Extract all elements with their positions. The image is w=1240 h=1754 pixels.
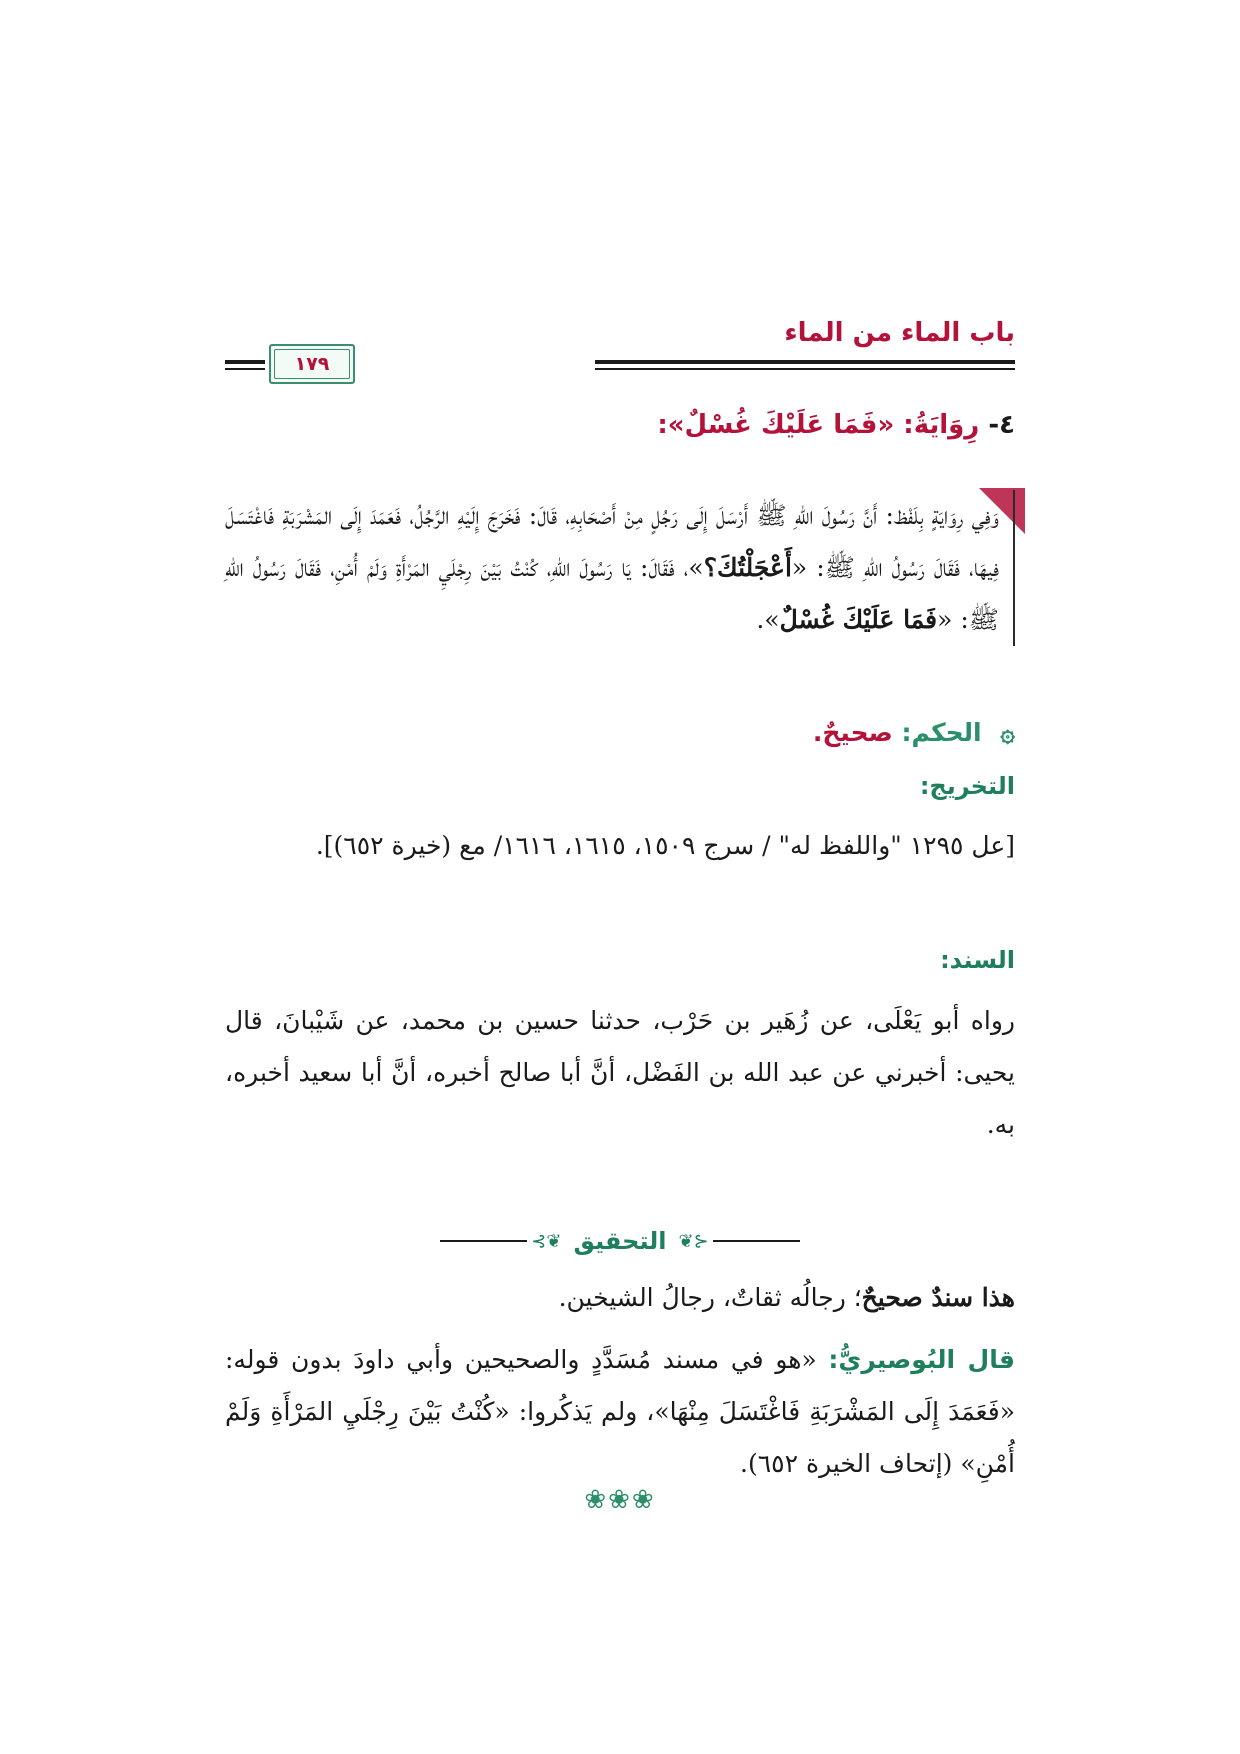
section-number: ٤- — [988, 410, 1015, 440]
busiri-label: قال البُوصيريُّ: — [828, 1345, 1015, 1374]
ruling-line — [813, 718, 1015, 747]
sanad-heading: السند: — [940, 946, 1015, 974]
divider-line-right — [713, 1240, 800, 1242]
header-rule-thin — [595, 368, 1015, 370]
section-label: رِوَايَةُ: «فَمَا عَلَيْكَ غُسْلٌ»: — [657, 410, 980, 440]
divider-line-left — [440, 1240, 527, 1242]
page-number-badge — [269, 344, 355, 384]
divider-ornament-left-icon: ❦⊱ — [531, 1230, 562, 1252]
tahqiq-para2-rest: «هو في مسند مُسَدَّدٍ والصحيحين وأبي داودَ بدون قوله: «فَعَمَدَ إِلَى المَشْرَبَةِ فَاغْتَسَلَ مِنْهَا»، ولم يَذكُروا: «كُنْتُ بَيْنَ رِجْلَيِ المَرْأَةِ وَلَمْ أُمْنِ» (إتحاف الخيرة ٦٥٢). — [225, 1345, 1015, 1478]
rosette-icon: ۞ — [1000, 718, 1015, 747]
page-header — [225, 318, 1015, 388]
tahqiq-paragraph-1 — [225, 1272, 1015, 1324]
header-rule-left-thin — [225, 368, 265, 370]
end-flower-ornament-icon: ❀❀❀ — [584, 1485, 656, 1515]
hadith-part-2: »، فَقَالَ: يَا رَسُولَ اللهِ، كُنْتُ بَيْنَ رِجْلَيِ المَرْأَةِ وَلَمْ أُمْنِ، فَقَالَ رَسُولُ اللهِ ﷺ: « — [225, 553, 999, 634]
takhrij-heading: التخريج: — [919, 772, 1015, 800]
tahqiq-para1-rest: ؛ رجالُه ثقاتٌ، رجالُ الشيخين. — [558, 1283, 862, 1312]
page-number: ١٧٩ — [294, 353, 330, 375]
hadith-text — [225, 490, 999, 646]
tahqiq-heading: التحقيق — [573, 1227, 667, 1255]
chapter-title: باب الماء من الماء — [784, 318, 1015, 348]
header-rule-thick — [595, 360, 1015, 364]
hadith-part-3: ». — [756, 605, 780, 634]
ruling-label: الحكم: — [901, 718, 982, 747]
hadith-block — [225, 490, 1015, 646]
hadith-bold-2: فَمَا عَلَيْكَ غُسْلٌ — [779, 605, 938, 634]
sanad-text: رواه أبو يَعْلَى، عن زُهَير بن حَرْب، حدثنا حسين بن محمد، عن شَيْبانَ، قال يحيى: أخبرني عن عبد الله بن الفَضْل، أنَّ أبا صالح أخبره، أنَّ أبا سعيد أخبره، به. — [225, 1006, 1015, 1139]
hadith-part-1: وَفِي رِوَايَةٍ بِلَفْظ: أَنَّ رَسُولَ اللهِ ﷺ أَرْسَلَ إِلَى رَجُلٍ مِنْ أَصْحَابِهِ، قَالَ: فَخَرَجَ إِلَيْهِ الرَّجُلُ، فَعَمَدَ إِلَى المَشْرَبَةِ فَاغْتَسَلَ فِيهَا، فَقَالَ رَسُولُ اللهِ ﷺ: « — [225, 501, 999, 582]
ruling-value: صحيحٌ. — [812, 718, 893, 747]
header-rule-left-thick — [225, 360, 265, 364]
section-heading — [657, 410, 1015, 440]
tahqiq-divider — [440, 1226, 800, 1256]
takhrij-text: [عل ١٢٩٥ "واللفظ له" / سرج ١٥٠٩، ١٦١٥، ١٦١٦/ مع (خيرة ٦٥٢)]. — [315, 831, 1015, 860]
tahqiq-bold-phrase: هذا سندٌ صحيحٌ — [861, 1283, 1015, 1312]
tahqiq-paragraph-2 — [225, 1334, 1015, 1490]
hadith-bold-1: أَعْجَلْتُكَ؟ — [703, 553, 792, 582]
divider-ornament-right-icon: ⊰❦ — [678, 1230, 709, 1252]
